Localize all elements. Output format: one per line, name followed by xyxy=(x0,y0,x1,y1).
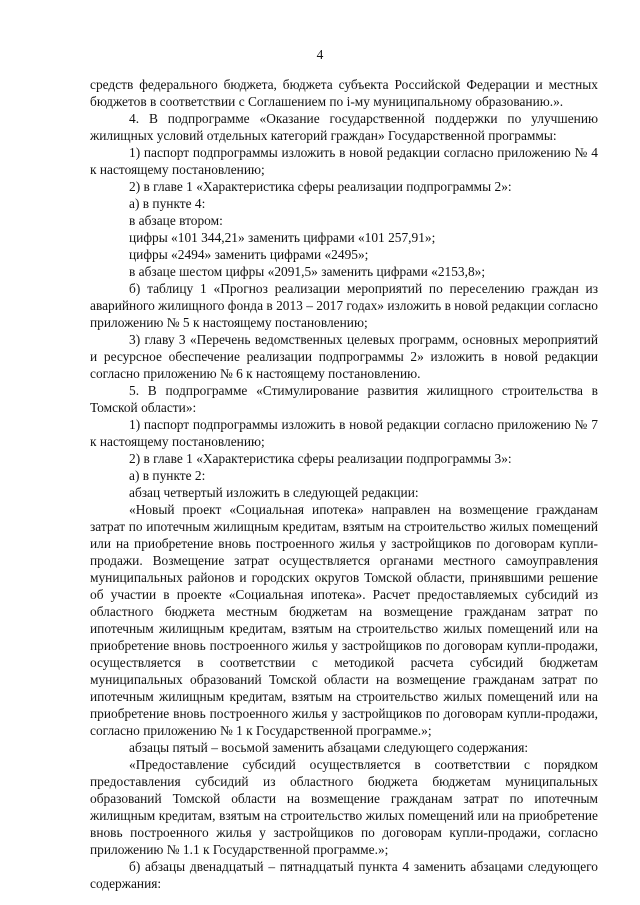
paragraph-quote-subsidies: «Предоставление субсидий осуществляется в соответствии с порядком предоставления субсидий из областного бюджета бюджетам муниципальных образований Томской области на возмещение гражданам затрат по ипотечным жилищным кредитам, взятым на строительство жилых помещений или на приобретение вновь построенного жилья у застройщиков по договорам купли-продажи, согласно приложению № 1.1 к Государственной программе.»; xyxy=(90,757,598,857)
paragraph-chapter-1-sub3: 2) в главе 1 «Характеристика сферы реализации подпрограммы 3»: xyxy=(129,451,512,466)
paragraph-passport-2: 1) паспорт подпрограммы изложить в новой редакции согласно приложению № 7 к настоящему постановлению; xyxy=(90,417,598,449)
paragraph-abzac-fourth: абзац четвертый изложить в следующей редакции: xyxy=(129,485,419,500)
paragraph-abzacs-5-8: абзацы пятый – восьмой заменить абзацами следующего содержания: xyxy=(129,740,529,755)
paragraph-sub-b: б) абзацы двенадцатый – пятнадцатый пункта 4 заменить абзацами следующего содержания: xyxy=(90,859,598,891)
paragraph-sub-a-2: а) в пункте 2: xyxy=(129,468,206,483)
document-body xyxy=(90,76,598,892)
paragraph-chapter-3: 3) главу 3 «Перечень ведомственных целевых программ, основных мероприятий и ресурсное обеспечение реализации подпрограммы 2» изложить в новой редакции согласно приложению № 6 к настоящему постановлению. xyxy=(90,332,598,381)
page-number: 4 xyxy=(316,47,324,62)
paragraph-sub-a: а) в пункте 4: xyxy=(129,196,206,211)
paragraph-abzac-sixth: в абзаце шестом цифры «2091,5» заменить цифрами «2153,8»; xyxy=(129,264,486,279)
paragraph-chapter-1: 2) в главе 1 «Характеристика сферы реализации подпрограммы 2»: xyxy=(129,179,512,194)
paragraph-passport-1: 1) паспорт подпрограммы изложить в новой редакции согласно приложению № 4 к настоящему постановлению; xyxy=(90,145,598,177)
paragraph-continuation: средств федерального бюджета, бюджета субъекта Российской Федерации и местных бюджетов в соответствии с Соглашением по i-му муниципальному образованию.». xyxy=(90,77,598,109)
paragraph-table-1: б) таблицу 1 «Прогноз реализации мероприятий по переселению граждан из аварийного жилищного фонда в 2013 – 2017 годах» изложить в новой редакции согласно приложению № 5 к настоящему постановлению; xyxy=(90,281,598,330)
paragraph-figures-2: цифры «2494» заменить цифрами «2495»; xyxy=(129,247,369,262)
paragraph-abzac-second: в абзаце втором: xyxy=(129,213,223,228)
paragraph-quote-social-mortgage: «Новый проект «Социальная ипотека» направлен на возмещение гражданам затрат по ипотечным жилищным кредитам, взятым на строительство жилых помещений или на приобретение вновь построенного жилья у застройщиков по договорам купли-продажи. Возмещение затрат осуществляется органами местного самоуправления муниципальных районов и городских округов Томской области, принявшими решение об участии в проекте «Социальная ипотека». Расчет предоставляемых субсидий из областного бюджета местным бюджетам на возмещение гражданам затрат по ипотечным жилищным кредитам, взятым на строительство жилых помещений или на приобретение вновь построенного жилья у застройщиков по договорам купли-продажи, осуществляется в соответствии с методикой расчета субсидий бюджетам муниципальных образований Томской области на возмещение гражданам затрат по ипотечным жилищным кредитам, взятым на строительство жилых помещений или на приобретение вновь построенного жилья у застройщиков по договорам купли-продажи, согласно приложению № 1 к Государственной программе.»; xyxy=(90,502,598,738)
paragraph-item-5: 5. В подпрограмме «Стимулирование развития жилищного строительства в Томской области»: xyxy=(90,383,598,415)
paragraph-item-4: 4. В подпрограмме «Оказание государственной поддержки по улучшению жилищных условий отдельных категорий граждан» Государственной программы: xyxy=(90,111,598,143)
paragraph-figures-1: цифры «101 344,21» заменить цифрами «101 257,91»; xyxy=(129,230,436,245)
